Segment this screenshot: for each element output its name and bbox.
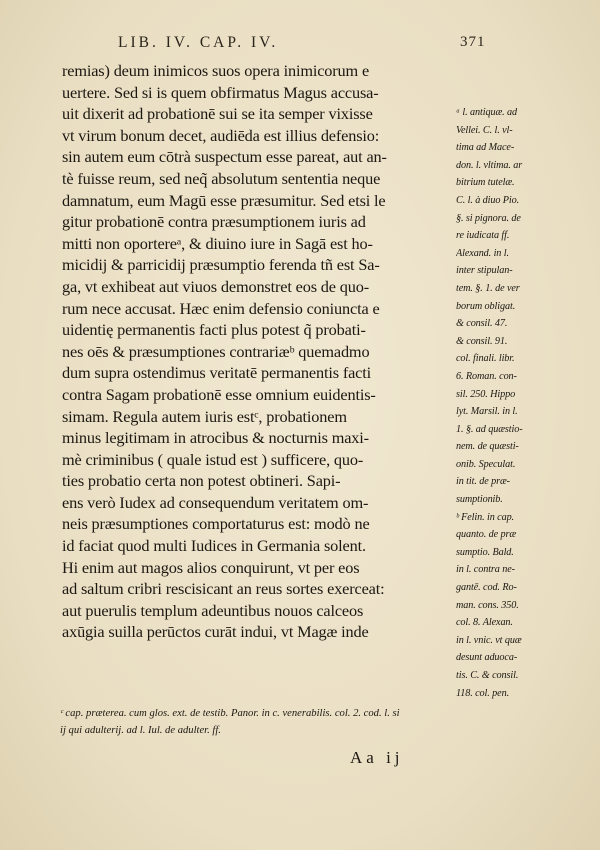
text-line: mitti non oportereᵃ, & diuino iure in Sagā est ho- — [62, 233, 373, 253]
margin-note-line: 1. §. ad quæstio- — [456, 423, 523, 435]
text-line: axūgia suilla perūctos curāt indui, vt Magæ inde — [62, 622, 369, 642]
text-line: simam. Regula autem iuris estᶜ, probationem — [62, 406, 347, 426]
margin-note-line: Vellei. C. l. vl- — [456, 124, 513, 136]
margin-note-line: re iudicata ff. — [456, 230, 510, 242]
text-line: ens verò Iudex ad consequendum veritatem om- — [62, 492, 369, 512]
margin-note-line: & consil. 91. — [456, 335, 508, 347]
margin-note-line: tis. C. & consil. — [456, 670, 519, 681]
margin-note-line: ᵇ Felin. in cap. — [456, 511, 515, 523]
text-line: ad saltum cribri rescisicant an reus sortes exerceat: — [62, 579, 385, 599]
text-line: nes oēs & præsumptiones contrariæᵇ quemadmo — [62, 341, 370, 361]
margin-note-line: in tit. de præ- — [456, 476, 510, 488]
text-line: rum nece accusat. Hæc enim defensio coniuncta e — [62, 298, 380, 318]
footnote-line: ij qui adulterij. ad l. Iul. de adulter. ff. — [60, 725, 221, 736]
text-line: micidij & parricidij præsumptio ferenda tñ est Sa- — [62, 255, 380, 275]
margin-note-line: onib. Speculat. — [456, 458, 516, 470]
margin-note-line: col. 8. Alexan. — [456, 617, 513, 629]
text-line: vt virum bonum decet, audiēda est illius defensio: — [62, 125, 380, 145]
margin-note-line: nem. de quæsti- — [456, 441, 519, 453]
footnote-block — [60, 705, 480, 739]
margin-note-line: sumptionib. — [456, 494, 503, 506]
text-line: remias) deum inimicos suos opera inimicorum e — [62, 61, 370, 80]
margin-note-line: in l. vnic. vt quæ — [456, 634, 522, 646]
margin-note-line: in l. contra ne- — [456, 564, 515, 576]
text-line: sin autem eum cōtrà suspectum esse pareat, aut an- — [62, 147, 387, 167]
margin-note-line: 6. Roman. con- — [456, 370, 517, 382]
margin-note-line: tem. §. 1. de ver — [456, 282, 520, 294]
text-line: minus legitimam in atrocibus & nocturnis maxi- — [62, 428, 369, 448]
main-text-block — [62, 60, 462, 643]
text-line: neis præsumptiones comportaturus est: modò ne — [62, 514, 370, 534]
text-line: damnatum, eum Magū esse præsumitur. Sed etsi le — [62, 190, 386, 210]
text-line: mè criminibus ( quale istud est ) sufficere, quo- — [62, 449, 364, 469]
text-line: uidentię permanentis facti plus potest q̃ probati- — [62, 320, 366, 340]
margin-note-line: tima ad Mace- — [456, 142, 515, 154]
text-line: ga, vt exhibeat aut viuos demonstret eos de quo- — [62, 276, 370, 296]
margin-note-line: 118. col. pen. — [456, 687, 510, 699]
margin-note-line: §. si pignora. de — [456, 212, 521, 224]
running-head: LIB. IV. CAP. IV. — [118, 34, 279, 51]
margin-note-line: quanto. de præ — [456, 529, 517, 541]
margin-note-line: bitrium tutelæ. — [456, 177, 515, 189]
text-line: contra Sagam probationē esse omnium euidentis- — [62, 384, 376, 404]
margin-note-line: inter stipulan- — [456, 265, 513, 277]
marginal-notes — [456, 104, 580, 702]
margin-note-line: desunt aduoca- — [456, 652, 518, 664]
margin-note-line: lyt. Marsil. in l. — [456, 406, 518, 418]
text-line: id faciat quod multi Iudices in Germania solent. — [62, 536, 366, 556]
margin-note-line: col. finali. libr. — [456, 353, 515, 365]
text-line: Hi enim aut magos alios conquirunt, vt per eos — [62, 557, 360, 577]
text-line: gitur probationē contra præsumptionem iuris ad — [62, 212, 366, 232]
text-line: ties probatio certa non potest obtineri. Sapi- — [62, 471, 341, 491]
signature-mark: Aa ij — [350, 748, 404, 767]
margin-note-line: borum obligat. — [456, 300, 516, 312]
margin-note-line: & consil. 47. — [456, 318, 508, 330]
footnote-line: ᶜ cap. præterea. cum glos. ext. de testib. Panor. in c. venerabilis. col. 2. cod. l. si — [60, 708, 400, 719]
margin-note-line: gantē. cod. Ro- — [456, 582, 517, 594]
margin-note-line: C. l. à diuo Pio. — [456, 194, 520, 206]
text-line: dum supra ostendimus veritatē permanentis facti — [62, 363, 371, 383]
text-line: uertere. Sed si is quem obfirmatus Magus accusa- — [62, 82, 379, 102]
text-line: tè fuisse reum, sed neq̃ absolutum sententia neque — [62, 168, 381, 188]
margin-note-line: Alexand. in l. — [456, 247, 509, 259]
margin-note-line: sil. 250. Hippo — [456, 388, 516, 400]
margin-note-line: ᵃ l. antiquæ. ad — [456, 107, 518, 118]
margin-note-line: sumptio. Bald. — [456, 546, 514, 558]
margin-note-line: man. cons. 350. — [456, 599, 519, 611]
text-line: uit dixerit ad probationē sui se ita semper vixisse — [62, 104, 373, 124]
margin-note-line: don. l. vltima. ar — [456, 159, 523, 171]
text-line: aut puerulis templum adeuntibus nouos calceos — [62, 600, 364, 620]
page-number: 371 — [460, 34, 486, 50]
